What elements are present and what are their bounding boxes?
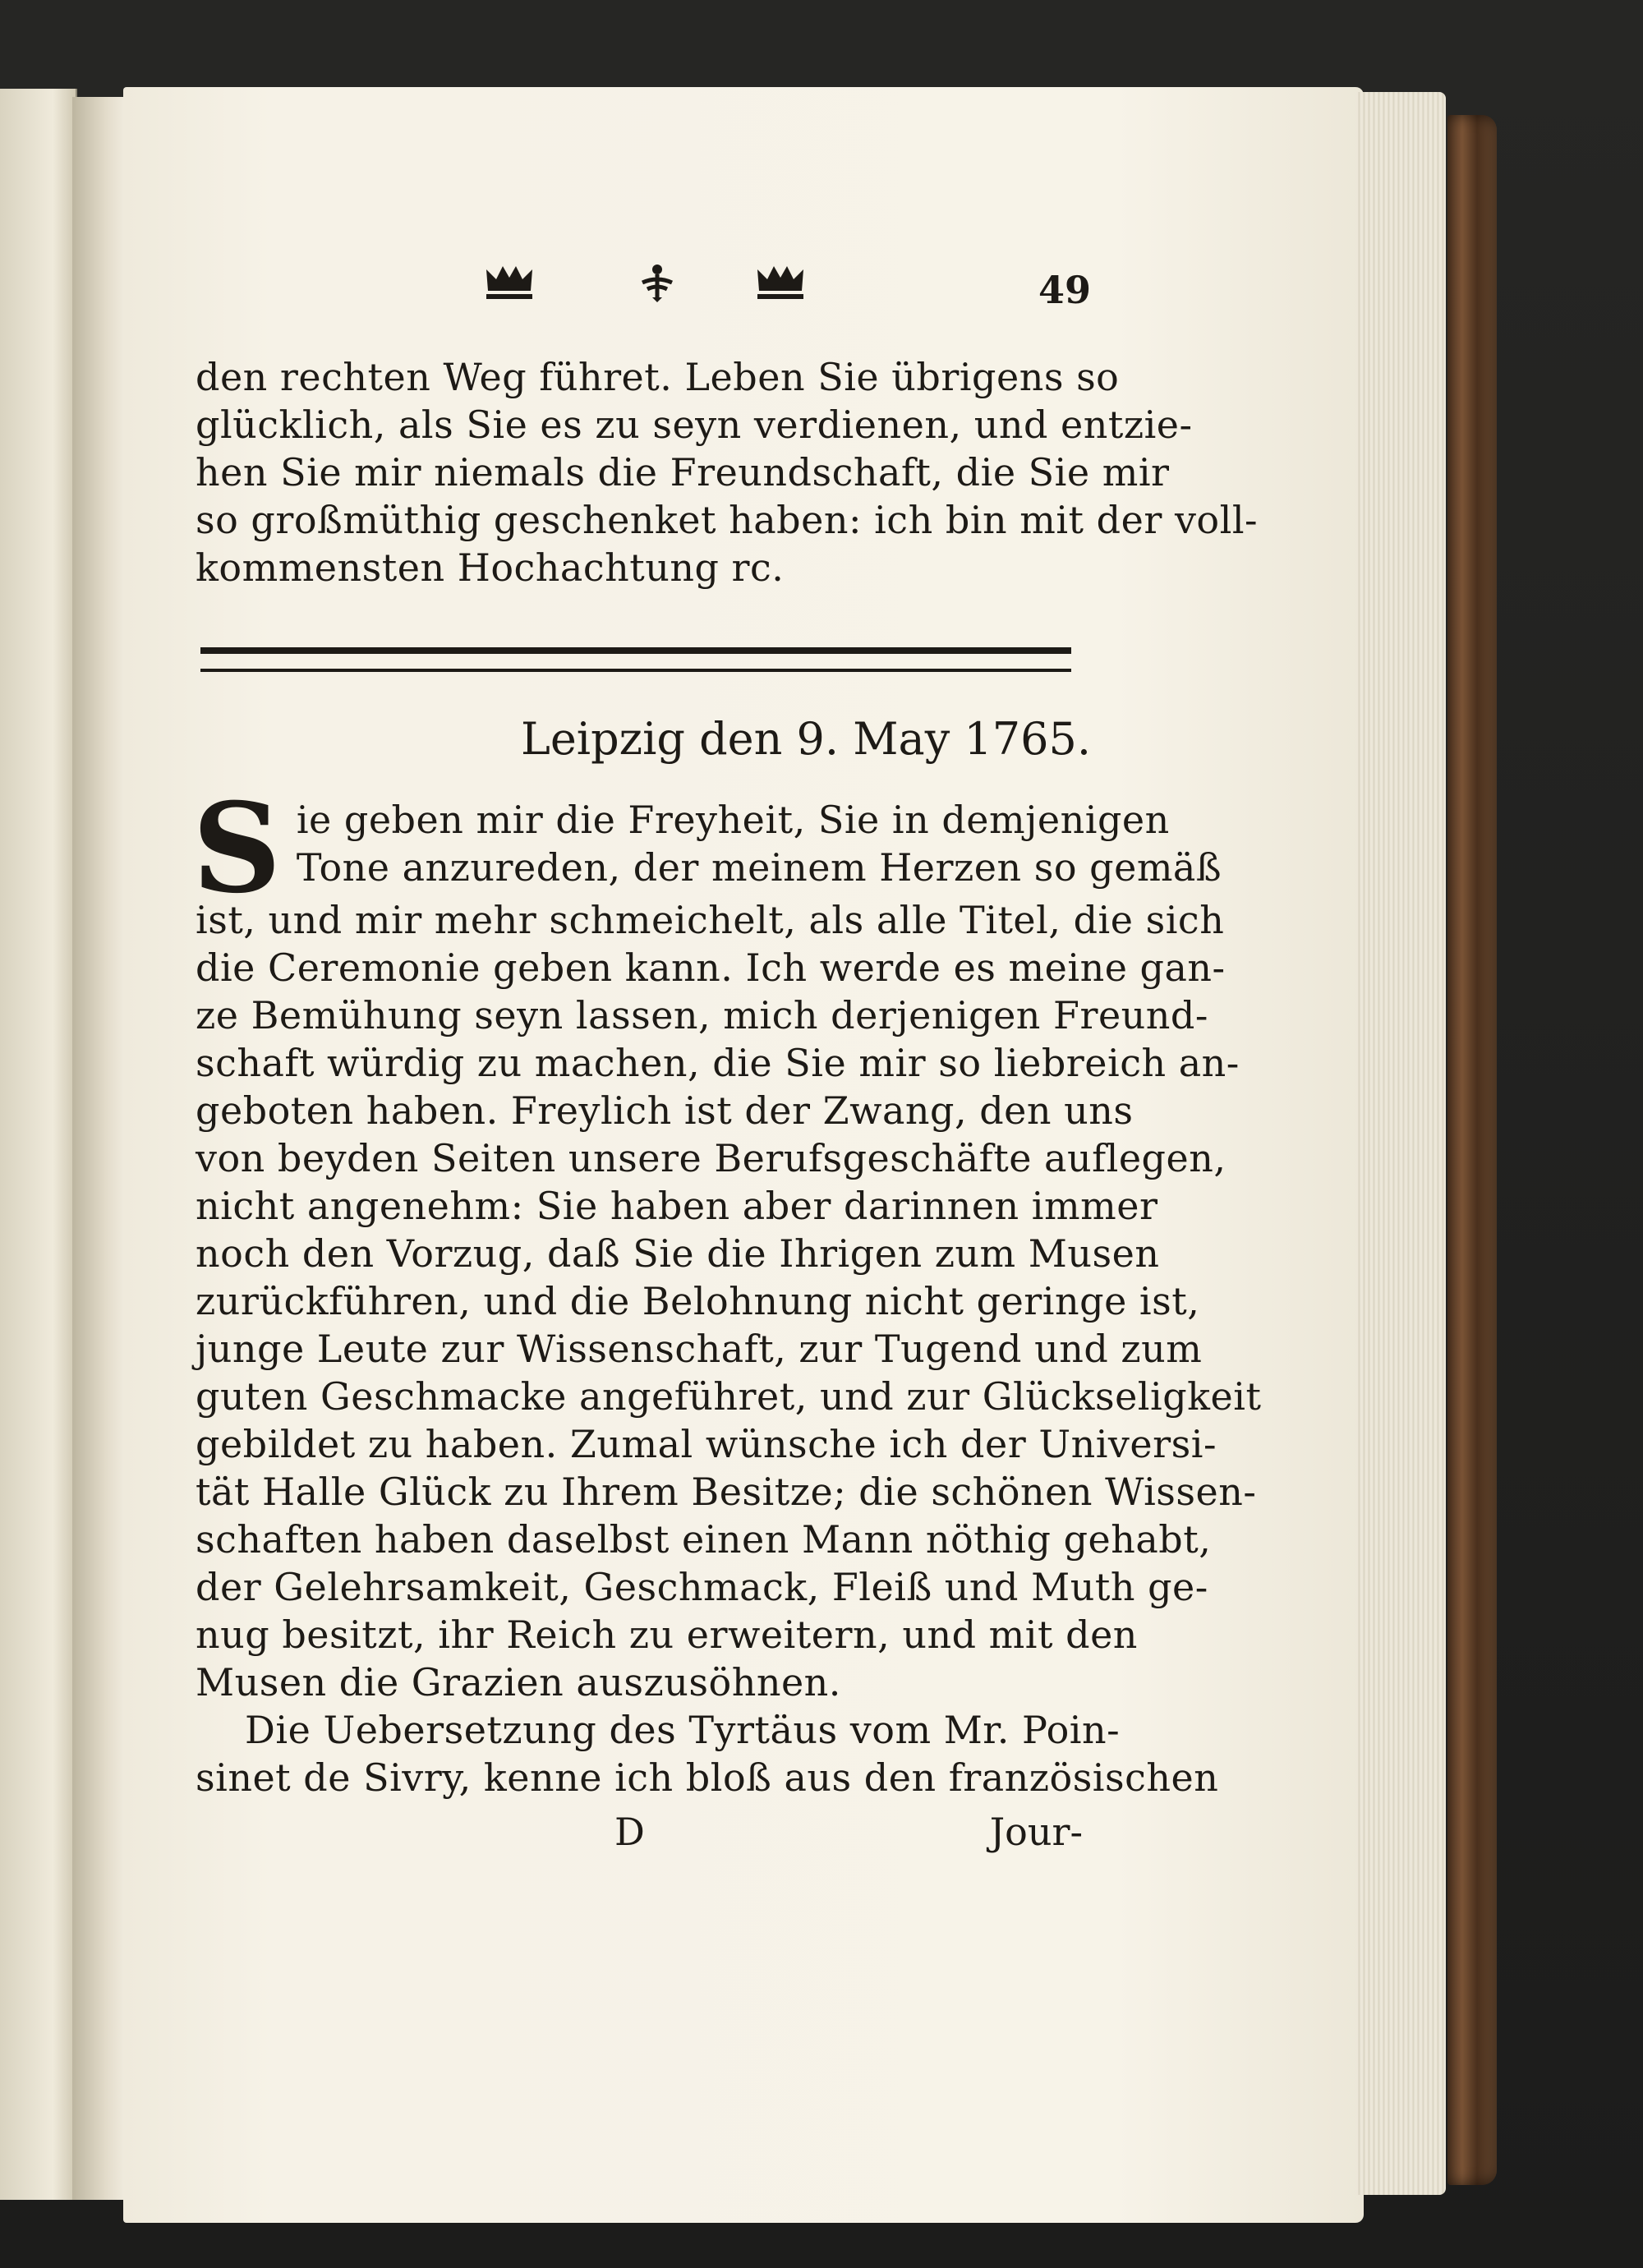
text-line: geboten haben. Freylich ist der Zwang, den uns (196, 1088, 1134, 1133)
text-line: von beyden Seiten unsere Berufsgeschäfte auflegen, (196, 1136, 1226, 1180)
letter-dateline: Leipzig den 9. May 1765. (520, 713, 1091, 765)
text-line: den rechten Weg führet. Leben Sie übrigens so (196, 355, 1120, 399)
paragraph-1 (192, 776, 1262, 1706)
letter-body (192, 776, 1262, 1801)
text-line: zurückführen, und die Belohnung nicht geringe ist, (196, 1279, 1200, 1323)
text-line: tät Halle Glück zu Ihrem Besitze; die schönen Wissen- (196, 1470, 1257, 1514)
text-line: hen Sie mir niemals die Freundschaft, die Sie mir (196, 450, 1170, 495)
text-line: ze Bemühung seyn lassen, mich derjenigen Freund- (196, 993, 1208, 1037)
running-head (196, 246, 1091, 353)
text-line: sinet de Sivry, kenne ich bloß aus den französischen (196, 1755, 1219, 1800)
gutter-curl (72, 97, 130, 2200)
signature-mark: D (614, 1810, 645, 1854)
text-line: gebildet zu haben. Zumal wünsche ich der Universi- (196, 1422, 1217, 1466)
text-line: Die Uebersetzung des Tyrtäus vom Mr. Poin- (245, 1708, 1121, 1752)
text-line: glücklich, als Sie es zu seyn verdienen, und entzie- (196, 403, 1193, 447)
text-line: der Gelehrsamkeit, Geschmack, Fleiß und Muth ge- (196, 1565, 1208, 1609)
section-divider-rule (200, 647, 1071, 672)
leather-binding (1447, 115, 1497, 2185)
page-content (192, 246, 1262, 1854)
text-line: ie geben mir die Freyheit, Sie in demjenigen (296, 798, 1170, 842)
text-line: Musen die Grazien auszusöhnen. (196, 1660, 841, 1704)
text-line: nug besitzt, ihr Reich zu erweitern, und mit den (196, 1612, 1138, 1657)
text-line: ist, und mir mehr schmeichelt, als alle Titel, die sich (196, 898, 1225, 942)
text-line: Tone anzureden, der meinem Herzen so gemäß (296, 845, 1222, 890)
text-line: guten Geschmacke angeführet, und zur Glückseligkeit (196, 1374, 1262, 1419)
text-line: schaften haben daselbst einen Mann nöthig gehabt, (196, 1517, 1212, 1562)
crown-ornament-icon (754, 261, 807, 302)
text-line: nicht angenehm: Sie haben aber darinnen immer (196, 1184, 1158, 1228)
left-page-edge (0, 89, 77, 2200)
page-stack-edges (1355, 92, 1446, 2195)
text-line: kommensten Hochachtung rc. (196, 545, 785, 590)
crown-ornament-icon (483, 261, 536, 302)
catchword: Jour- (989, 1810, 1083, 1854)
text-line: die Ceremonie geben kann. Ich werde es meine gan- (196, 945, 1226, 990)
page-number: 49 (1038, 268, 1091, 312)
text-line: schaft würdig zu machen, die Sie mir so liebreich an- (196, 1041, 1240, 1085)
closing-paragraph (196, 353, 1259, 591)
text-line: noch den Vorzug, daß Sie die Ihrigen zum Musen (196, 1231, 1160, 1276)
page-footer (196, 1810, 1083, 1854)
paragraph-2 (196, 1706, 1219, 1801)
text-line: junge Leute zur Wissenschaft, zur Tugend und zum (196, 1327, 1203, 1371)
drop-capital: S (192, 776, 282, 921)
fleuron-ornament-icon (631, 261, 683, 302)
text-line: so großmüthig geschenket haben: ich bin mit der voll- (196, 498, 1259, 542)
